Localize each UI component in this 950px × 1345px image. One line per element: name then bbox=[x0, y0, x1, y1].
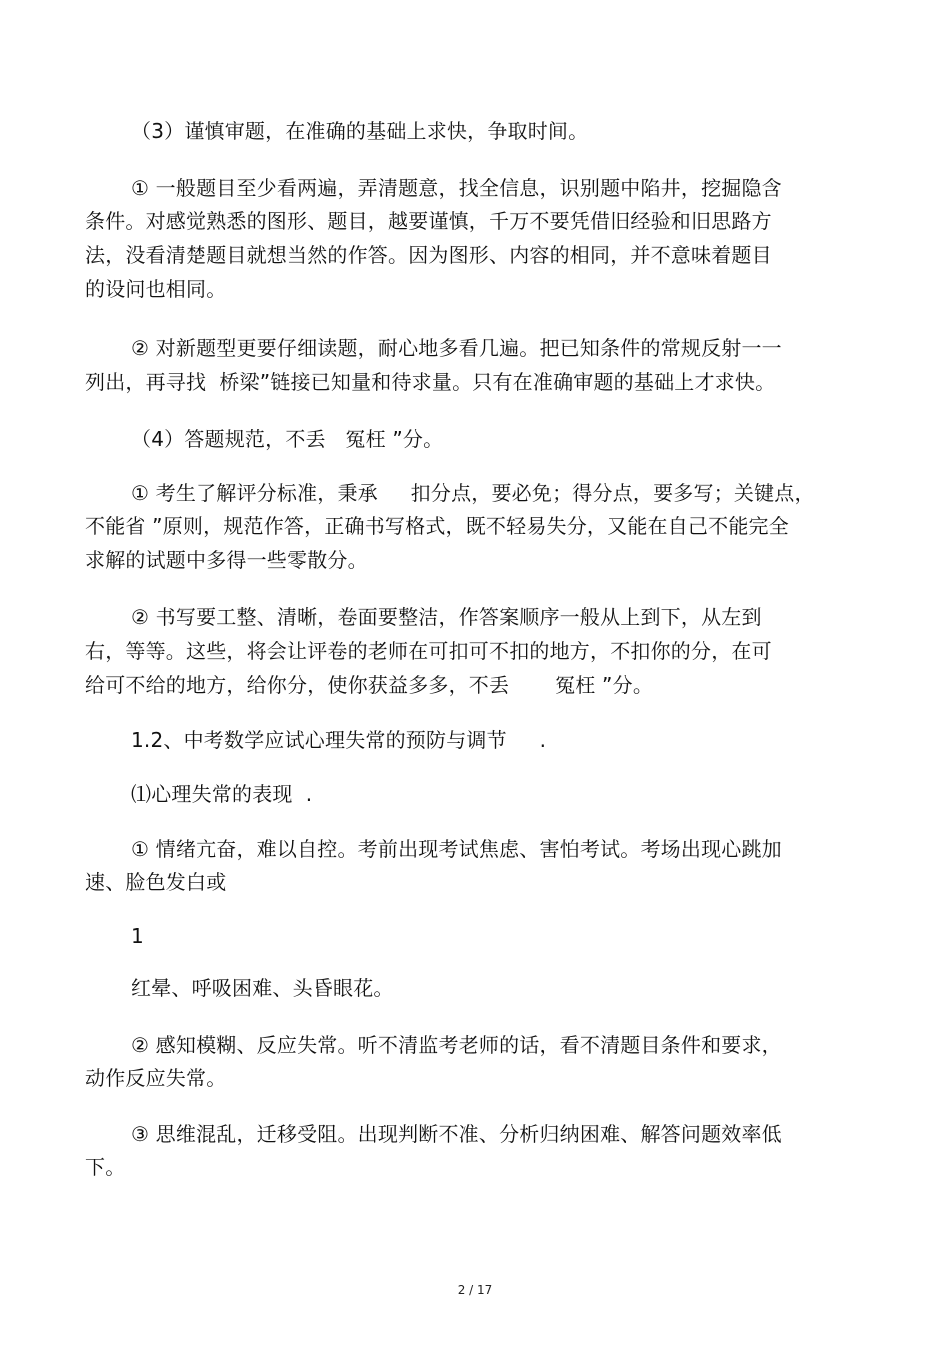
section-1-2-heading: 1.2、中考数学应试心理失常的预防与调节 . bbox=[131, 728, 547, 752]
section-4-heading: （4）答题规范，不丢 冤枉 ”分。 bbox=[131, 427, 444, 451]
paragraph-line: 不能省 ”原则，规范作答，正确书写格式，既不轻易失分，又能在自己不能完全 bbox=[85, 514, 789, 538]
page-indicator: 2 / 17 bbox=[457, 1283, 493, 1297]
paragraph-line: ② 对新题型更要仔细读题，耐心地多看几遍。把已知条件的常规反射一一 bbox=[131, 336, 782, 360]
paragraph-line: 法，没看清楚题目就想当然的作答。因为图形、内容的相同，并不意味着题目 bbox=[85, 243, 772, 267]
paragraph-line: ③ 思维混乱，迁移受阻。出现判断不准、分析归纳困难、解答问题效率低 bbox=[131, 1122, 782, 1146]
paragraph-line: ① 一般题目至少看两遍，弄清题意，找全信息，识别题中陷井，挖掘隐含 bbox=[131, 176, 782, 200]
paragraph-line: ① 考生了解评分标准，秉承 扣分点，要必免；得分点，要多写；关键点， bbox=[131, 481, 815, 505]
sub-heading: ⑴心理失常的表现 . bbox=[131, 782, 313, 806]
paragraph-line: 速、脸色发白或 bbox=[85, 870, 227, 894]
paragraph-line: 右，等等。这些，将会让评卷的老师在可扣可不扣的地方，不扣你的分，在可 bbox=[85, 639, 772, 663]
paragraph-line: 的设问也相同。 bbox=[85, 277, 227, 301]
paragraph-line: 动作反应失常。 bbox=[85, 1066, 227, 1090]
paragraph-line: 列出，再寻找 桥梁”链接已知量和待求量。只有在准确审题的基础上才求快。 bbox=[85, 370, 776, 394]
paragraph-line: 条件。对感觉熟悉的图形、题目，越要谨慎，千万不要凭借旧经验和旧思路方 bbox=[85, 209, 772, 233]
paragraph-line: ② 感知模糊、反应失常。听不清监考老师的话，看不清题目条件和要求， bbox=[131, 1033, 782, 1057]
paragraph-line: 求解的试题中多得一些零散分。 bbox=[85, 548, 368, 572]
paragraph-line: 下。 bbox=[85, 1155, 126, 1179]
paragraph-line: 红晕、呼吸困难、头昏眼花。 bbox=[131, 976, 394, 1000]
paragraph-line: ① 情绪亢奋，难以自控。考前出现考试焦虑、害怕考试。考场出现心跳加 bbox=[131, 837, 782, 861]
paragraph-line: ② 书写要工整、清晰，卷面要整洁，作答案顺序一般从上到下，从左到 bbox=[131, 605, 762, 629]
paragraph-line: 给可不给的地方，给你分，使你获益多多，不丢 冤枉 ”分。 bbox=[85, 673, 654, 697]
inline-page-number: 1 bbox=[131, 924, 144, 948]
section-3-heading: （3）谨慎审题，在准确的基础上求快，争取时间。 bbox=[131, 119, 589, 143]
